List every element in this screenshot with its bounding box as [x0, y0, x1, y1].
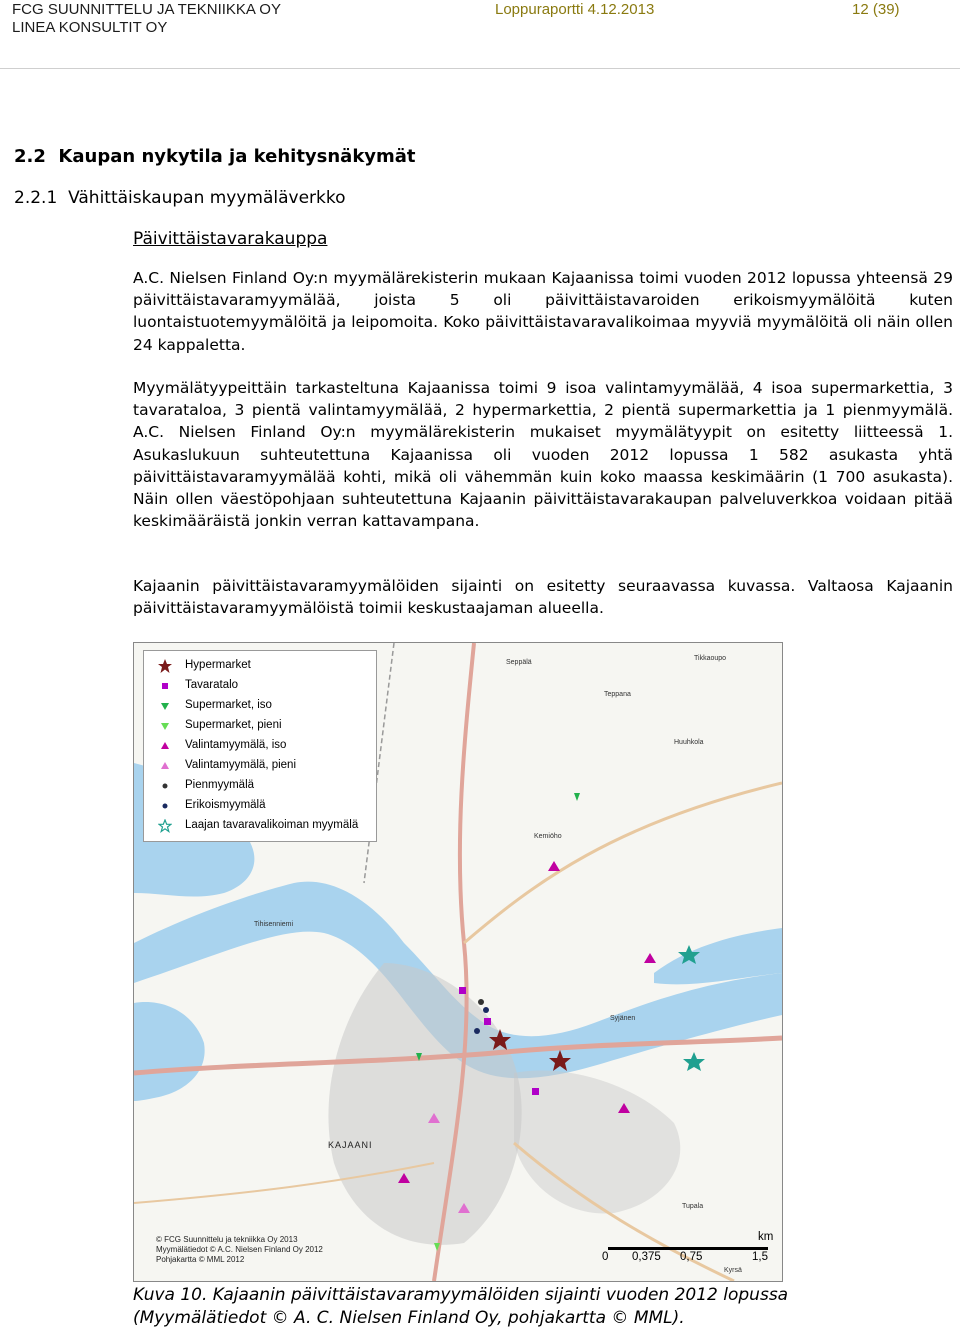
triangle-up-icon [158, 739, 172, 753]
place-label: Tupala [682, 1203, 704, 1210]
triangle-down-icon [158, 699, 172, 713]
subsection-heading: 2.2.1 Vähittäiskaupan myymäläverkko [14, 188, 346, 208]
legend-item [144, 697, 376, 717]
dot-icon [158, 779, 172, 793]
scale-tick: 0,75 [680, 1251, 703, 1263]
map-credit: Myymälätiedot © A.C. Nielsen Finland Oy 2012 [156, 1245, 323, 1254]
paragraph-2: Myymälätyypeittäin tarkasteltuna Kajaanissa toimi 9 isoa valintamyymälää, 4 isoa supermarkettia, 3 tavarataloa, 3 pientä valintamyymälää, 2 hypermarkettia, 2 pientä supermarkettia ja 1 pienmyymälä. A.C. Nielsen Finland Oy:n myymälärekisterin mukaiset myymälätyypit on esitetty liitteessä 1. Asukaslukuun suhteutettuna Kajaanissa oli vuoden 2012 lopussa 1 582 asukasta yhtä päivittäistavaramyymälää kohti, mikä oli vähemmän kuin koko maassa keskimäärin (1 700 asukasta). Näin ollen väestöpohjaan suhteutettuna Kajaanin päivittäistavarakaupan palveluverkkoa voidaan pitää keskimääräistä jonkin verran kattavampana. [133, 379, 953, 531]
place-label: Syjänen [610, 1015, 636, 1022]
paragraph-3: Kajaanin päivittäistavaramyymälöiden sijainti on esitetty seuraavassa kuvassa. Valtaosa Kajaanin päivittäistavaramyymälöistä toimii keskustaajaman alueella. [133, 577, 953, 618]
department-store-marker [532, 1088, 539, 1095]
caption-line-1: Kuva 10. Kajaanin päivittäistavaramyymälöiden sijainti vuoden 2012 lopussa [133, 1285, 789, 1305]
place-label: Teppana [604, 691, 631, 698]
legend-item [144, 737, 376, 757]
scale-tick: 0 [602, 1251, 609, 1263]
legend-item [144, 777, 376, 797]
star-icon [158, 819, 172, 833]
city-label: KAJAANI [328, 1140, 373, 1150]
legend-label: Pienmyymälä [185, 779, 255, 791]
place-label: Seppälä [506, 659, 532, 666]
place-label: Tihisenniemi [254, 921, 294, 928]
square-icon [158, 679, 172, 693]
legend-item [144, 757, 376, 777]
paragraph-1: A.C. Nielsen Finland Oy:n myymälärekisterin mukaan Kajaanissa toimi vuoden 2012 lopussa yhteensä 29 päivittäistavaramyymälää, joista 5 oli päivittäistavaroiden erikoismyymälöitä kuten luontaistuotemyymälöitä ja leipomoita. Koko päivittäistavaravalikoimaa myyviä myymälöitä oli näin ollen 24 kappaletta. [133, 269, 953, 354]
legend-label: Valintamyymälä, iso [185, 739, 287, 751]
place-label: Kyrsä [724, 1267, 742, 1274]
scale-tick: 0,375 [632, 1251, 661, 1263]
specialty-store-marker [474, 1028, 480, 1034]
triangle-up-icon [158, 759, 172, 773]
legend-label: Laajan tavaravalikoiman myymälä [185, 819, 359, 831]
star-icon [158, 659, 172, 673]
map-credit: Pohjakartta © MML 2012 [156, 1255, 245, 1264]
legend-label: Tavaratalo [185, 679, 239, 691]
report-title: Loppuraportti 4.12.2013 [495, 1, 655, 18]
section-heading: 2.2 Kaupan nykytila ja kehitysnäkymät [14, 146, 416, 167]
figure-caption [133, 1284, 933, 1330]
page-number: 12 (39) [852, 1, 900, 18]
topic-heading: Päivittäistavarakauppa [133, 229, 328, 249]
legend-item [144, 677, 376, 697]
place-label: Kemiöho [534, 833, 562, 840]
specialty-store-marker [483, 1007, 489, 1013]
department-store-marker [459, 987, 466, 994]
legend-label: Hypermarket [185, 659, 251, 671]
legend-label: Supermarket, pieni [185, 719, 282, 731]
legend-item [144, 797, 376, 817]
legend-item [144, 657, 376, 677]
scale-unit: km [758, 1231, 774, 1243]
header-divider [0, 68, 960, 69]
map-legend [143, 650, 377, 842]
caption-line-2: (Myymälätiedot © A. C. Nielsen Finland Oy, pohjakartta © MML). [133, 1308, 685, 1328]
triangle-down-icon [158, 719, 172, 733]
place-label: Huuhkola [674, 739, 704, 746]
legend-item [144, 817, 376, 837]
legend-label: Valintamyymälä, pieni [185, 759, 297, 771]
dot-icon [158, 799, 172, 813]
legend-label: Erikoismyymälä [185, 799, 266, 811]
map-credit: © FCG Suunnittelu ja tekniikka Oy 2013 [156, 1235, 298, 1244]
scale-tick: 1,5 [752, 1251, 768, 1263]
place-label: Tikkaoupo [694, 655, 727, 662]
small-shop-marker [478, 999, 484, 1005]
scale-bar [602, 1231, 774, 1271]
company-name-2: LINEA KONSULTIT OY [12, 19, 168, 36]
department-store-marker [484, 1018, 491, 1025]
legend-label: Supermarket, iso [185, 699, 272, 711]
company-name-1: FCG SUUNNITTELU JA TEKNIIKKA OY [12, 1, 281, 18]
legend-item [144, 717, 376, 737]
